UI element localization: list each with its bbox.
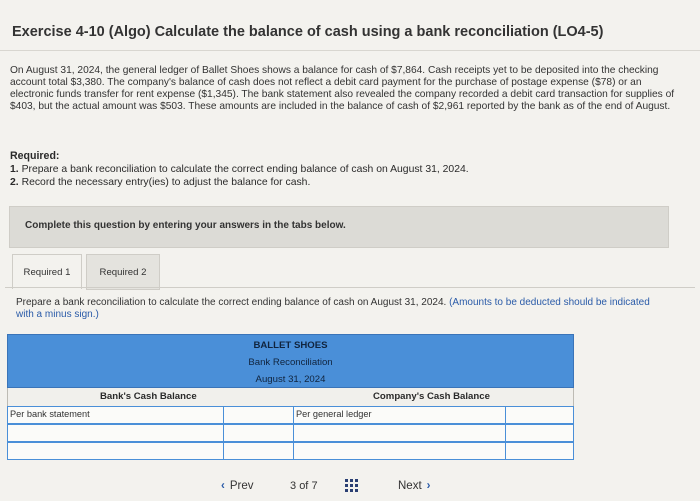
reconciliation-header [7, 334, 574, 388]
next-button[interactable] [398, 476, 436, 496]
column-headers [7, 388, 574, 406]
company-name: BALLET SHOES [253, 340, 328, 351]
bank-amount-input[interactable] [224, 443, 294, 459]
bank-reconciliation-table [7, 334, 574, 460]
bank-label-input[interactable]: Per bank statement [8, 407, 224, 423]
chevron-left-icon: ‹ [221, 480, 225, 492]
company-balance-heading: Company's Cash Balance [373, 391, 490, 402]
required-heading: Required: [10, 150, 60, 162]
statement-date: August 31, 2024 [255, 374, 326, 385]
bank-balance-heading: Bank's Cash Balance [100, 391, 197, 402]
prev-label: Prev [229, 480, 254, 492]
page-title: Exercise 4-10 (Algo) Calculate the balance of cash using a bank reconciliation (LO4-5) [12, 24, 604, 40]
bank-label-input[interactable] [8, 425, 224, 441]
page-of: of [299, 480, 309, 492]
task-instruction-text: Prepare a bank reconciliation to calculate the correct ending balance of cash on August 31, 2024. [16, 297, 447, 308]
statement-title: Bank Reconciliation [248, 357, 333, 368]
company-amount-input[interactable] [506, 407, 573, 423]
required-list [10, 163, 469, 189]
title-divider [0, 50, 700, 51]
tab-required-2[interactable]: Required 2 [86, 254, 160, 290]
table-row [7, 424, 574, 442]
chevron-right-icon: › [426, 480, 431, 492]
company-label-input[interactable] [294, 425, 506, 441]
required-item: 2. Record the necessary entry(ies) to adjust the balance for cash. [10, 177, 311, 188]
bank-amount-input[interactable] [224, 407, 294, 423]
company-label-input[interactable]: Per general ledger [294, 407, 506, 423]
next-label: Next [398, 480, 422, 492]
page-current: 3 [290, 480, 297, 492]
page-indicator [290, 476, 318, 496]
problem-statement: On August 31, 2024, the general ledger of Ballet Shoes shows a balance for cash of $7,864. Cash receipts yet to be deposited into the checking account total $3,380. The company's balance of cash does not reflect a debit card payment for the purchase of postage expense ($78) or an electronic funds transfer for rent expense ($1,345). The bank statement also revealed the company recorded a debit card transaction for supplies of $403, but the actual amount was $503. These amounts are included in the balance of cash of $2,961 reported by the bank as of the end of August. [10, 65, 675, 112]
task-instruction [16, 297, 666, 321]
page-total: 7 [311, 480, 318, 492]
table-row [7, 442, 574, 460]
task-instruction-note: (Amounts to be deducted should be indicated with a minus sign.) [16, 297, 650, 320]
bank-amount-input[interactable] [224, 425, 294, 441]
table-row [7, 406, 574, 424]
instruction-banner-text: Complete this question by entering your answers in the tabs below. [25, 220, 346, 231]
prev-button[interactable] [216, 476, 254, 496]
tab-required-1[interactable]: Required 1 [12, 254, 82, 289]
bank-label-input[interactable] [8, 443, 224, 459]
company-amount-input[interactable] [506, 443, 573, 459]
company-label-input[interactable] [294, 443, 506, 459]
grid-icon[interactable] [345, 476, 359, 496]
required-item: 1. Prepare a bank reconciliation to calculate the correct ending balance of cash on August 31, 2024. [10, 164, 469, 175]
instruction-banner [9, 206, 669, 248]
company-amount-input[interactable] [506, 425, 573, 441]
